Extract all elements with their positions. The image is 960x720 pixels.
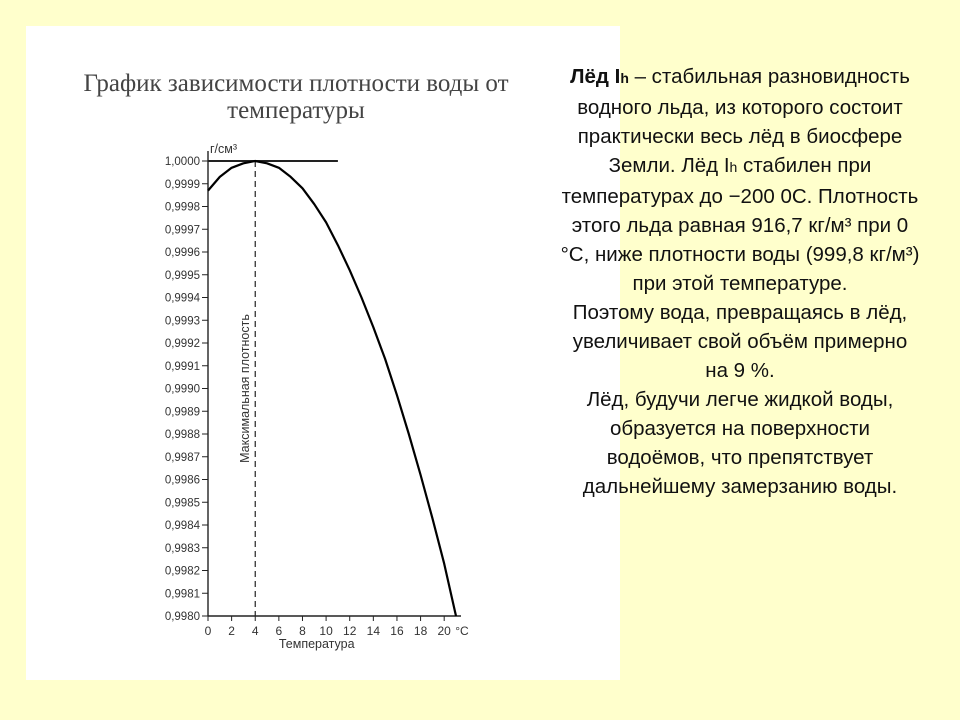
y-tick-label: 0,9986 <box>164 474 200 487</box>
y-tick-label: 0,9982 <box>164 565 200 578</box>
y-axis-unit-label: г/см³ <box>210 142 238 156</box>
x-tick-label: 10 <box>319 624 333 638</box>
x-tick-label: 18 <box>413 624 428 638</box>
x-tick-label: 8 <box>299 624 306 638</box>
y-tick-label: 0,9997 <box>164 224 200 237</box>
max-density-marker-label: Максимальная плотность <box>238 314 253 463</box>
chart-panel <box>26 26 620 680</box>
y-tick-label: 0,9990 <box>164 383 200 396</box>
x-tick-label: 20 <box>437 624 451 638</box>
description-text <box>560 62 920 501</box>
x-tick-label: 2 <box>228 624 235 638</box>
x-axis-unit-label: °C <box>455 624 469 638</box>
y-tick-label: 0,9994 <box>164 292 200 305</box>
x-tick-label: 14 <box>366 624 381 638</box>
x-tick-label: 0 <box>204 624 212 638</box>
y-tick-label: 0,9999 <box>164 178 200 191</box>
ice-term-label: Лёд I <box>570 65 621 88</box>
x-tick-label: 16 <box>390 624 404 638</box>
y-tick-label: 0,9996 <box>164 247 200 259</box>
ice-term <box>570 65 629 88</box>
description-intro-subscript: h <box>729 159 738 175</box>
ice-term-subscript: h <box>620 70 629 86</box>
description-body: стабилен при температурах до −200 0С. Плотность этого льда равная 916,7 кг/м³ при 0 °С, ниже плотности воды (999,8 кг/м³) при этой температуре. <box>560 154 920 295</box>
x-tick-label: 12 <box>343 624 357 638</box>
y-tick-label: 0,9984 <box>164 520 200 532</box>
density-chart <box>26 26 620 680</box>
description-paragraph-3: Лёд, будучи легче жидкой воды, образуется на поверхности водоёмов, что препятствует дальнейшему замерзанию воды. <box>582 388 898 498</box>
description-paragraph-2: Поэтому вода, превращаясь в лёд, увеличивает свой объём примерно на 9 %. <box>572 301 908 382</box>
y-tick-label: 0,9988 <box>164 429 200 441</box>
y-tick-label: 0,9987 <box>164 451 200 464</box>
y-tick-label: 1,0000 <box>164 156 200 168</box>
chart-title-line-2: температуры <box>227 97 365 124</box>
y-tick-label: 0,9992 <box>164 338 200 350</box>
y-tick-label: 0,9980 <box>164 611 200 623</box>
y-tick-label: 0,9993 <box>164 315 200 328</box>
y-tick-label: 0,9981 <box>164 588 200 601</box>
y-tick-label: 0,9985 <box>164 497 200 510</box>
y-tick-label: 0,9983 <box>164 542 200 555</box>
y-tick-label: 0,9995 <box>164 269 200 282</box>
description-paragraph-1 <box>560 62 920 298</box>
y-tick-label: 0,9998 <box>164 201 200 214</box>
chart-title-line-1: График зависимости плотности воды от <box>83 70 509 97</box>
x-tick-label: 4 <box>251 624 259 638</box>
x-axis-title: Температура <box>278 637 355 651</box>
y-tick-label: 0,9989 <box>164 406 200 419</box>
x-tick-label: 6 <box>275 624 283 638</box>
description-intro: – стабильная разновидность водного льда, из которого состоит практически весь лёд в биосфере Земли. Лёд I <box>577 65 910 177</box>
y-tick-label: 0,9991 <box>164 360 200 373</box>
